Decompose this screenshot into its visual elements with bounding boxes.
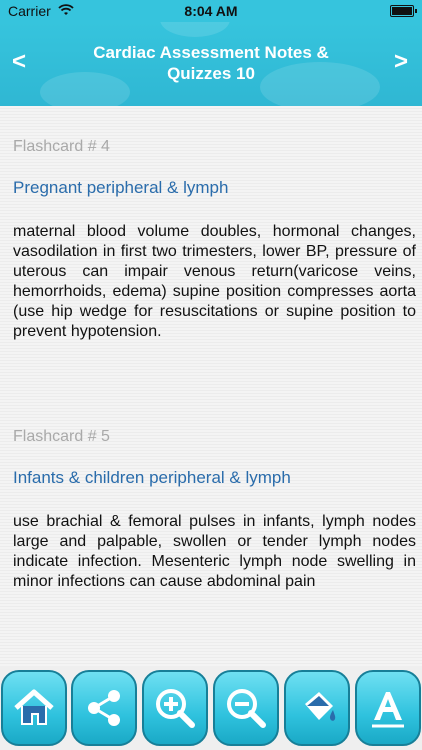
zoom-in-button[interactable]: [142, 670, 208, 746]
zoom-out-button[interactable]: [213, 670, 279, 746]
flashcard-number: Flashcard # 4: [13, 138, 110, 155]
zoom-out-icon: [222, 684, 270, 732]
status-bar: [0, 0, 422, 22]
header-bar: [0, 22, 422, 106]
home-icon: [10, 684, 58, 732]
flashcard-body: use brachial & femoral pulses in infants, lymph nodes large and palpable, swollen or tender lymph nodes indicate infection. Mesenteric lymph node swelling in minor infections can cause abdominal pain: [13, 513, 416, 590]
battery-icon: [390, 5, 414, 17]
home-button[interactable]: [1, 670, 67, 746]
share-button[interactable]: [71, 670, 137, 746]
flashcard-number: Flashcard # 5: [13, 428, 110, 445]
font-icon: [364, 684, 412, 732]
flashcard-body: maternal blood volume doubles, hormonal changes, vasodilation in first two trimesters, lower BP, pressure of uterous can impair venous return(varicose veins, hemorrhoids, edema) supine position compresses aorta (use hip wedge for resuscitations or supine position to prevent hypotension.: [13, 223, 416, 340]
clock: 8:04 AM: [184, 3, 238, 19]
flashcard-title: Infants & children peripheral & lymph: [13, 468, 291, 487]
flashcard-list[interactable]: [0, 106, 422, 666]
previous-button[interactable]: <: [12, 48, 27, 75]
carrier-label: Carrier: [8, 3, 51, 19]
header-decoration: [160, 22, 230, 37]
page-title: Cardiac Assessment Notes & Quizzes 10: [93, 43, 329, 83]
zoom-in-icon: [151, 684, 199, 732]
flashcard-title: Pregnant peripheral & lymph: [13, 178, 229, 197]
paint-bucket-icon: [293, 684, 341, 732]
share-icon: [80, 684, 128, 732]
next-button[interactable]: >: [393, 48, 408, 75]
theme-button[interactable]: [284, 670, 350, 746]
bottom-toolbar: [0, 666, 422, 750]
font-button[interactable]: [355, 670, 421, 746]
